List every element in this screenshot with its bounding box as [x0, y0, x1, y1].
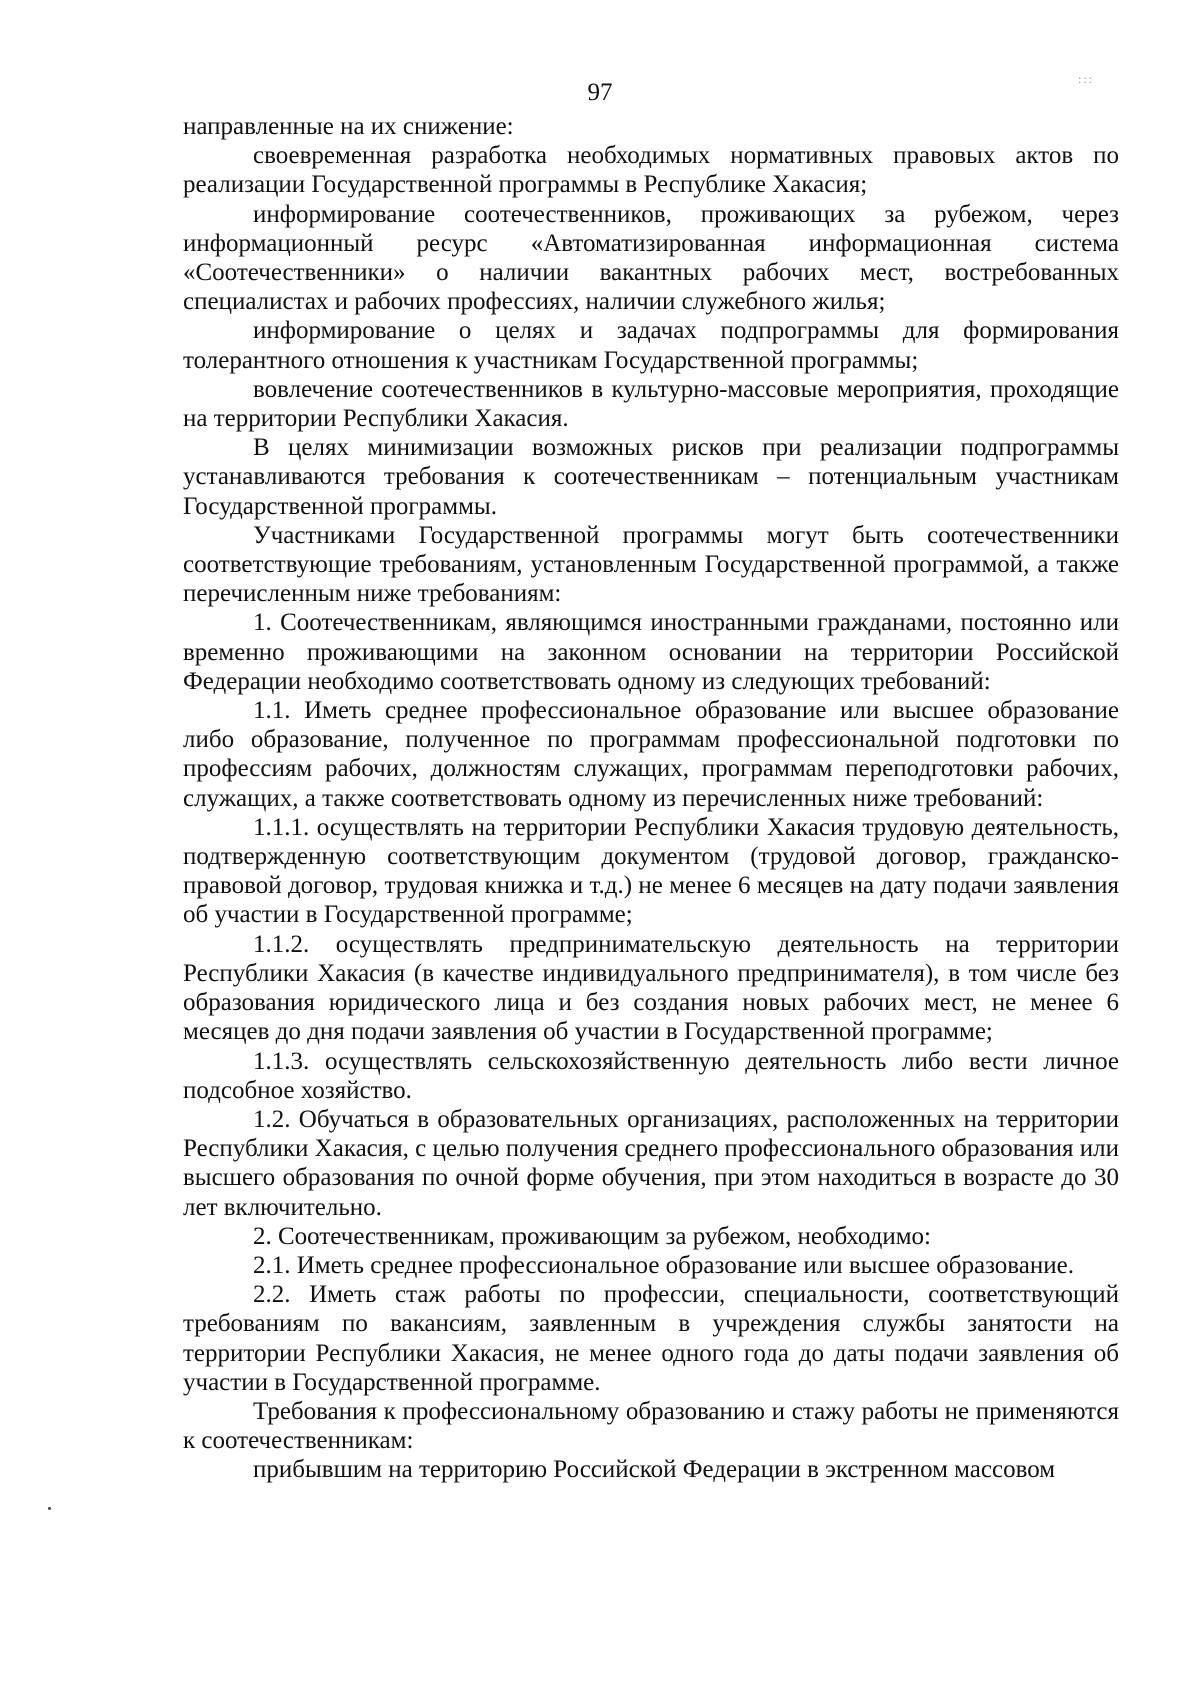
paragraph: 2.1. Иметь среднее профессиональное образование или высшее образование. [253, 1251, 1074, 1279]
corner-mark: ::: [1078, 72, 1095, 86]
paragraph: информирование соотечественников, проживающих за рубежом, через информационный ресурс «Автоматизированная информационная система «Соотечественники» о наличии вакантных рабочих мест, востребованных специалистах и рабочих профессиях, наличии служебного жилья; [183, 200, 1119, 316]
document-body [183, 112, 1119, 1485]
paragraph: 2. Соотечественникам, проживающим за рубежом, необходимо: [253, 1222, 931, 1250]
paragraph: Участниками Государственной программы могут быть соотечественники соответствующие требованиям, установленным Государственной программой, а также перечисленным ниже требованиям: [183, 521, 1119, 608]
paragraph: 1.1.3. осуществлять сельскохозяйственную деятельность либо вести личное подсобное хозяйство. [183, 1047, 1119, 1104]
paragraph: вовлечение соотечественников в культурно-массовые мероприятия, проходящие на территории Республики Хакасия. [183, 375, 1119, 433]
paragraph: направленные на их снижение: [183, 113, 514, 140]
paragraph: 1.1. Иметь среднее профессиональное образование или высшее образование либо образование, полученное по программам профессиональной подготовки по профессиям рабочих, должностям служащих, программам переподготовки рабочих, служащих, а также соответствовать одному из перечисленных ниже требований: [183, 697, 1119, 812]
paragraph: информирование о целях и задачах подпрограммы для формирования толерантного отношения к участникам Государственной программы; [183, 317, 1119, 374]
paragraph: В целях минимизации возможных рисков при реализации подпрограммы устанавливаются требования к соотечественникам – потенциальным участникам Государственной программы. [183, 434, 1119, 520]
paragraph: 1.1.2. осуществлять предпринимательскую деятельность на территории Республики Хакасия (в качестве индивидуального предпринимателя), в том числе без образования юридического лица и без создания новых рабочих мест, не менее 6 месяцев до дня подачи заявления об участии в Государственной программе; [183, 930, 1119, 1046]
scan-speck [48, 1507, 51, 1510]
paragraph: 1. Соотечественникам, являющимся иностранными гражданами, постоянно или временно проживающими на законном основании на территории Российской Федерации необходимо соответствовать одному из следующих требований: [183, 609, 1119, 695]
paragraph: прибывшим на территорию Российской Федерации в экстренном массовом [253, 1456, 1056, 1484]
paragraph: 2.2. Иметь стаж работы по профессии, специальности, соответствующий требованиям по вакансиям, заявленным в учреждения службы занятости на территории Республики Хакасия, не менее одного года до даты подачи заявления об участии в Государственной программе. [183, 1281, 1119, 1396]
paragraph: 1.2. Обучаться в образовательных организациях, расположенных на территории Республики Хакасия, с целью получения среднего профессионального образования или высшего образования по очной форме обучения, при этом находиться в возрасте до 30 лет включительно. [183, 1105, 1119, 1221]
paragraph: своевременная разработка необходимых нормативных правовых актов по реализации Государственной программы в Республике Хакасия; [183, 142, 1119, 199]
paragraph: Требования к профессиональному образованию и стажу работы не применяются к соотечественникам: [183, 1397, 1119, 1455]
paragraph: 1.1.1. осуществлять на территории Республики Хакасия трудовую деятельность, подтвержденную соответствующим документом (трудовой договор, гражданско-правовой договор, трудовая книжка и т.д.) не менее 6 месяцев на дату подачи заявления об участии в Государственной программе; [183, 813, 1119, 929]
page-number: 97 [587, 79, 613, 106]
